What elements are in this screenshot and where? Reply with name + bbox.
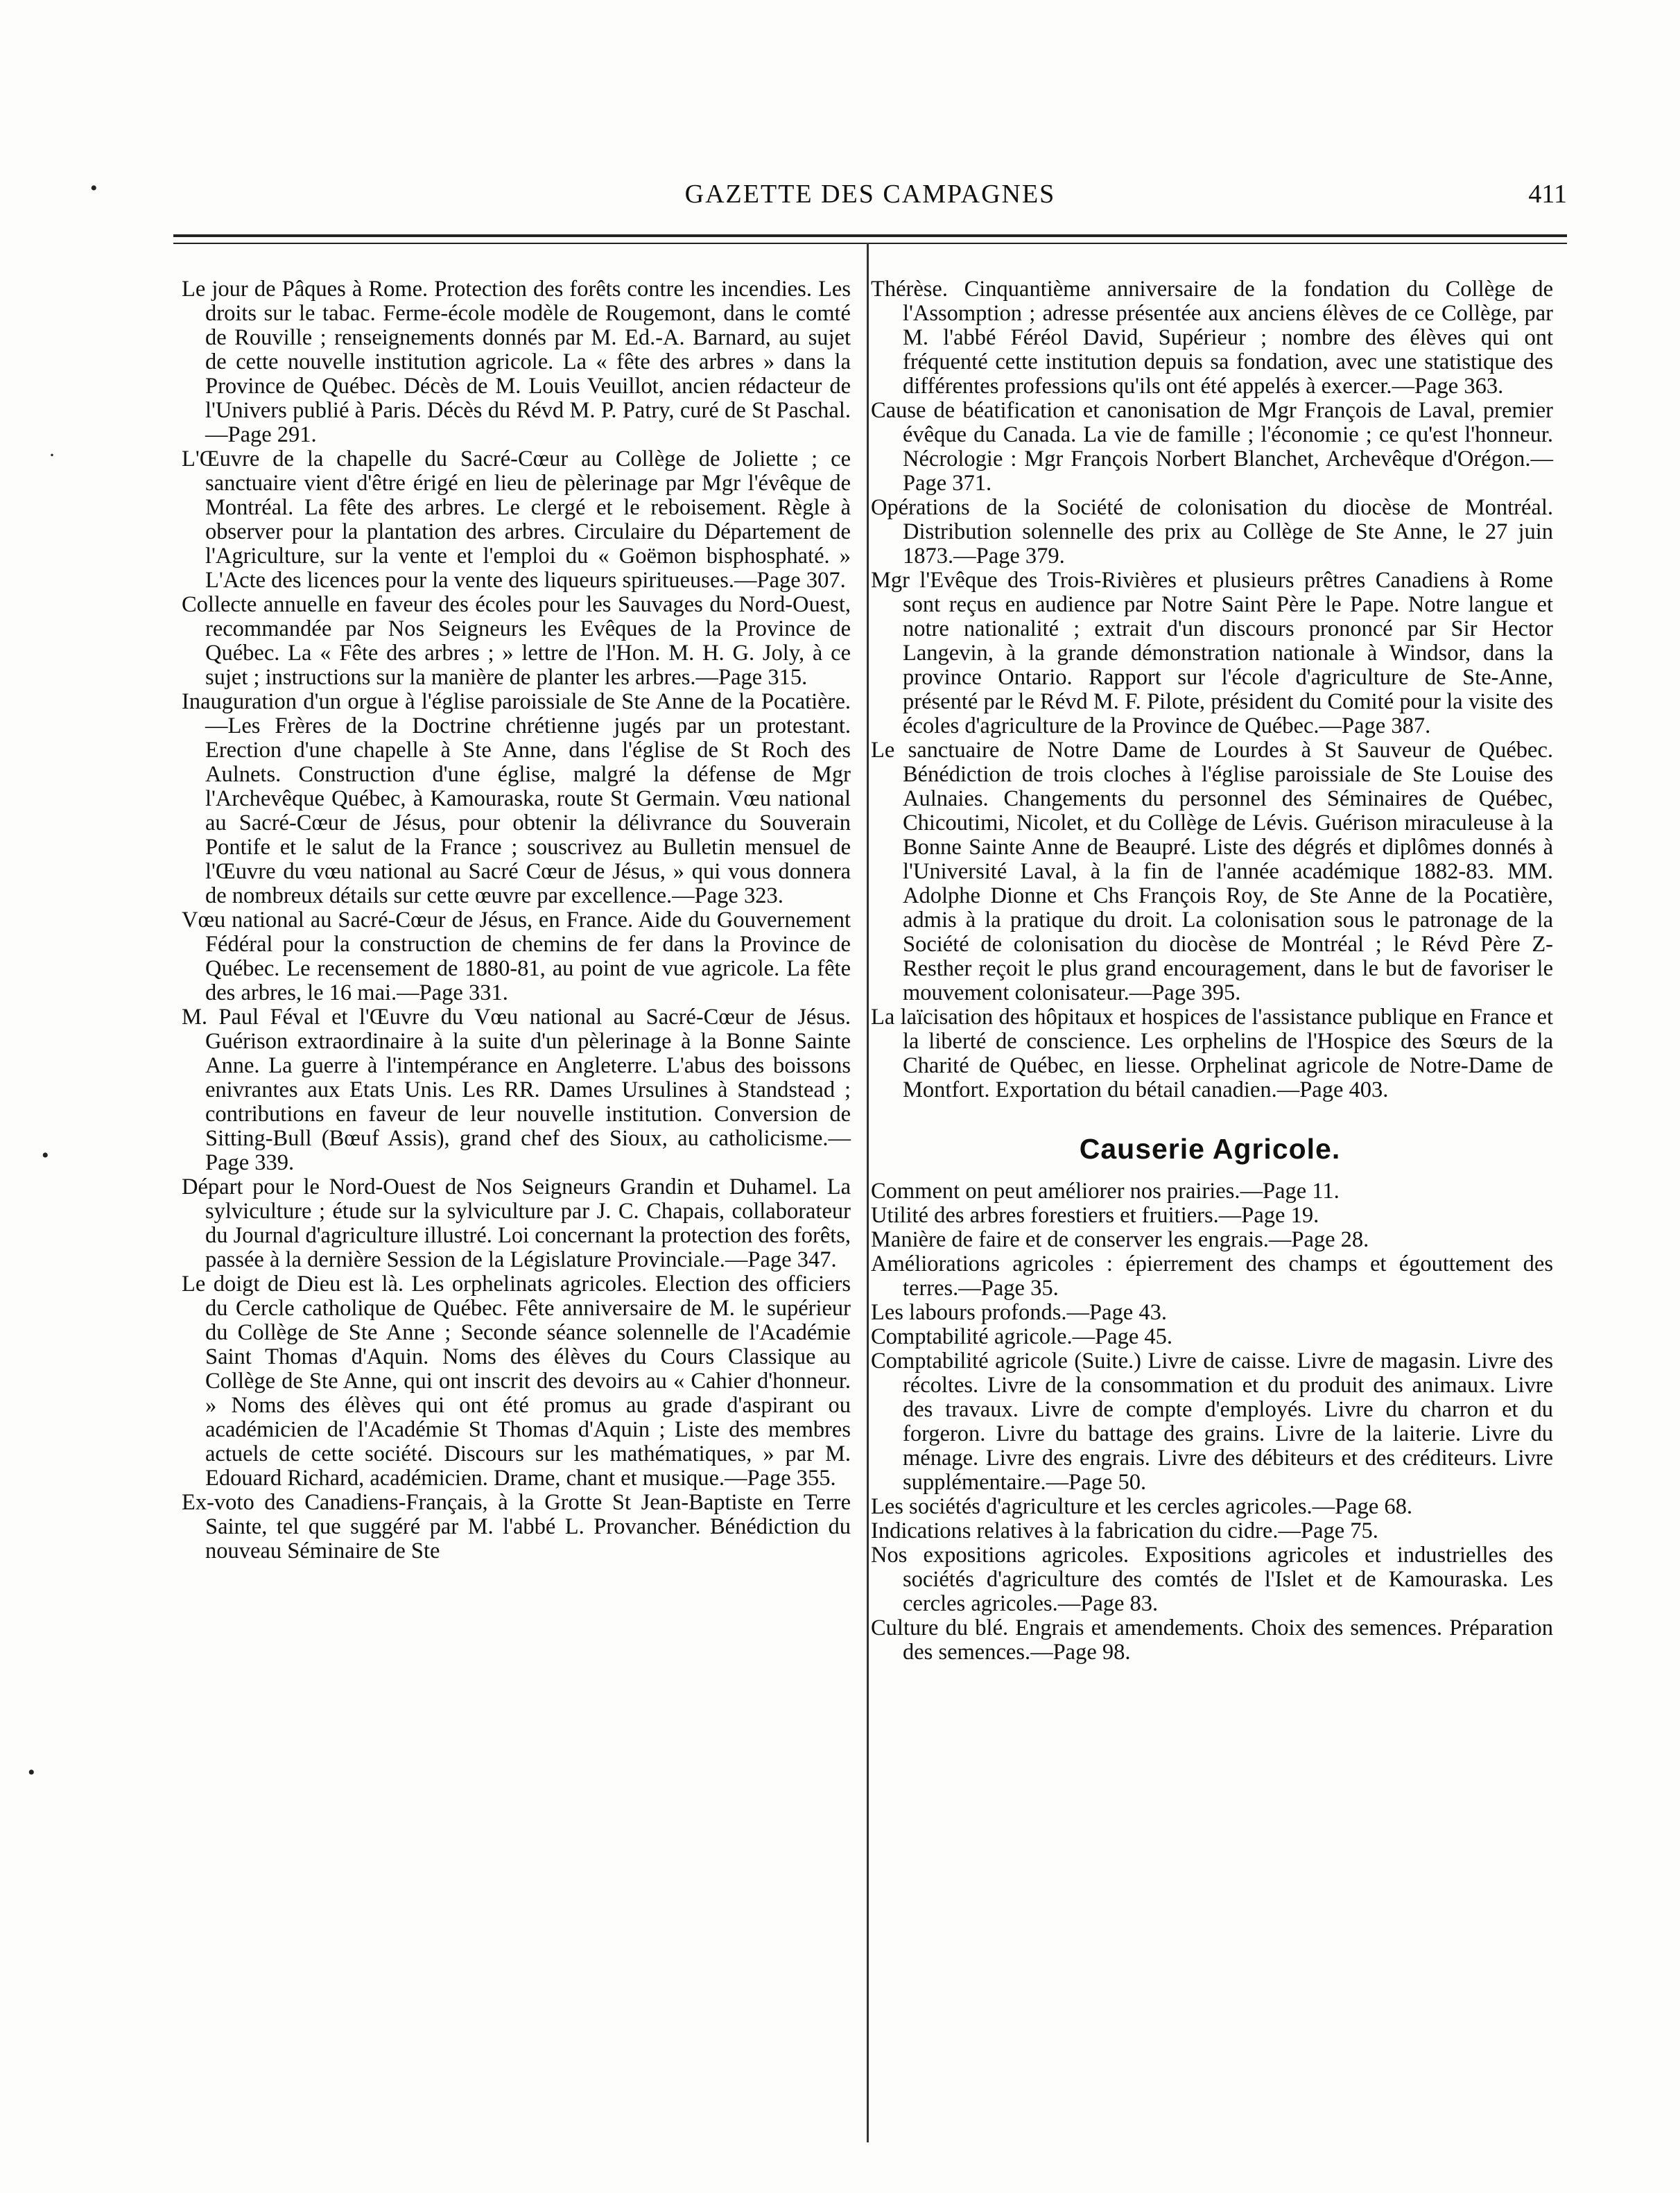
- causerie-entry: Nos expositions agricoles. Expositions agricoles et industrielles des sociétés d'agriculture des comtés de l'Islet et de Kamouraska. Les cercles agricoles.—Page 83.: [871, 1543, 1553, 1616]
- running-header: [173, 179, 1567, 214]
- header-rule-thick: [173, 234, 1567, 237]
- causerie-entry: Indications relatives à la fabrication du cidre.—Page 75.: [871, 1518, 1378, 1543]
- margin-mark: •: [28, 1761, 35, 1784]
- causerie-entry: Les sociétés d'agriculture et les cercles agricoles.—Page 68.: [871, 1494, 1413, 1519]
- causerie-entry: Utilité des arbres forestiers et fruitiers.—Page 19.: [871, 1203, 1319, 1228]
- index-entry: Collecte annuelle en faveur des écoles pour les Sauvages du Nord-Ouest, recommandée par Nos Seigneurs les Evêques de la Province de Québec. La « Fête des arbres ; » lettre de l'Hon. M. H. G. Joly, à ce sujet ; instructions sur la manière de planter les arbres.—Page 315.: [182, 592, 851, 690]
- index-entry: Départ pour le Nord-Ouest de Nos Seigneurs Grandin et Duhamel. La sylviculture ; étude sur la sylviculture par J. C. Chapais, collaborateur du Journal d'agriculture illustré. Loi concernant la protection des forêts, passée à la dernière Session de la Législature Provinciale.—Page 347.: [182, 1174, 851, 1272]
- causerie-entry: Les labours profonds.—Page 43.: [871, 1300, 1167, 1325]
- index-entry: Le sanctuaire de Notre Dame de Lourdes à St Sauveur de Québec. Bénédiction de trois cloches à l'église paroissiale de Ste Louise des Aulnaies. Changements du personnel des Séminaires de Québec, Chicoutimi, Nicolet, et du Collège de Lévis. Guérison miraculeuse à la Bonne Sainte Anne de Beaupré. Liste des dégrés et diplômes donnés à l'Université Laval, à la fin de l'année académique 1882-83. MM. Adolphe Dionne et Chs François Roy, de Ste Anne de la Pocatière, admis à la pratique du droit. La colonisation sous le patronage de la Société de colonisation du diocèse de Montréal ; le Révd Père Z-Resther reçoit le plus grand encouragement, dans le but de favoriser le mouvement colonisateur.—Page 395.: [871, 738, 1553, 1005]
- journal-title: GAZETTE DES CAMPAGNES: [684, 180, 1056, 209]
- page-number: 411: [1528, 180, 1567, 209]
- header-rule-thin: [173, 243, 1567, 244]
- causerie-entry: Culture du blé. Engrais et amendements. Choix des semences. Préparation des semences.—Page 98.: [871, 1615, 1553, 1665]
- index-entry: M. Paul Féval et l'Œuvre du Vœu national au Sacré-Cœur de Jésus. Guérison extraordinaire à la suite d'un pèlerinage à la Bonne Sainte Anne. La guerre à l'intempérance en Angleterre. L'abus des boissons enivrantes aux Etats Unis. Les RR. Dames Ursulines à Standstead ; contributions en faveur de leur nouvelle institution. Conversion de Sitting-Bull (Bœuf Assis), grand chef des Sioux, au catholicisme.—Page 339.: [182, 1005, 851, 1175]
- left-column: [182, 277, 851, 1563]
- margin-mark: •: [42, 1144, 49, 1167]
- index-entry: Ex-voto des Canadiens-Français, à la Grotte St Jean-Baptiste en Terre Sainte, tel que suggéré par M. l'abbé L. Provancher. Bénédiction du nouveau Séminaire de Ste: [182, 1490, 851, 1563]
- margin-mark: •: [90, 177, 98, 200]
- causerie-entry: Améliorations agricoles : épierrement des champs et égouttement des terres.—Page 35.: [871, 1251, 1553, 1301]
- index-entry: Inauguration d'un orgue à l'église paroissiale de Ste Anne de la Pocatière.—Les Frères de la Doctrine chrétienne jugés par un protestant. Erection d'une chapelle à Ste Anne, dans l'église de St Roch des Aulnets. Construction d'une église, malgré la défense de Mgr l'Archevêque Québec, à Kamouraska, route St Germain. Vœu national au Sacré-Cœur de Jésus, pour obtenir la délivrance du Souverain Pontife et le salut de la France ; souscrivez au Bulletin mensuel de l'Œuvre du vœu national au Sacré Cœur de Jésus, » qui vous donnera de nombreux détails sur cette œuvre par excellence.—Page 323.: [182, 689, 851, 908]
- index-entry: La laïcisation des hôpitaux et hospices de l'assistance publique en France et la liberté de conscience. Les orphelins de l'Hospice des Sœurs de la Charité de Québec, en liesse. Orphelinat agricole de Notre-Dame de Montfort. Exportation du bétail canadien.—Page 403.: [871, 1005, 1553, 1102]
- index-entry: Thérèse. Cinquantième anniversaire de la fondation du Collège de l'Assomption ; adresse présentée aux anciens élèves de ce Collège, par M. l'abbé Féréol David, Supérieur ; nombre des élèves qui ont fréquenté cette institution depuis sa fondation, avec une statistique des différentes professions qu'ils ont été appelés à exercer.—Page 363.: [871, 277, 1553, 399]
- causerie-entry: Comptabilité agricole (Suite.) Livre de caisse. Livre de magasin. Livre des récoltes. Livre de la consommation et du produit des animaux. Livre des travaux. Livre de compte d'employés. Livre du charron et du forgeron. Livre du battage des grains. Livre de la laiterie. Livre du ménage. Livre des engrais. Livre des débiteurs et des créditeurs. Livre supplémentaire.—Page 50.: [871, 1349, 1553, 1495]
- right-column: [867, 277, 1553, 1665]
- index-entry: Le doigt de Dieu est là. Les orphelinats agricoles. Election des officiers du Cercle catholique de Québec. Fête anniversaire de M. le supérieur du Collège de Ste Anne ; Seconde séance solennelle de l'Académie Saint Thomas d'Aquin. Noms des élèves du Cours Classique au Collège de Ste Anne, qui ont inscrit des devoirs au « Cahier d'honneur. » Noms des élèves qui ont été promus au grade d'aspirant ou académicien de l'Académie St Thomas d'Aquin ; Liste des membres actuels de cette société. Discours sur les mathématiques, » par M. Edouard Richard, académicien. Drame, chant et musique.—Page 355.: [182, 1272, 851, 1491]
- section-title: Causerie Agricole.: [1079, 1133, 1341, 1165]
- index-entry: L'Œuvre de la chapelle du Sacré-Cœur au Collège de Joliette ; ce sanctuaire vient d'être érigé en lieu de pèlerinage par Mgr l'évêque de Montréal. La fête des arbres. Le clergé et le reboisement. Règle à observer pour la plantation des arbres. Circulaire du Département de l'Agriculture, sur la vente et l'emploi du « Goëmon bisphosphaté. » L'Acte des licences pour la vente des liqueurs spiritueuses.—Page 307.: [182, 447, 851, 593]
- causerie-entry: Comment on peut améliorer nos prairies.—Page 11.: [871, 1179, 1340, 1204]
- index-entry: Opérations de la Société de colonisation du diocèse de Montréal. Distribution solennelle des prix au Collège de Ste Anne, le 27 juin 1873.—Page 379.: [871, 495, 1553, 569]
- index-entry: Vœu national au Sacré-Cœur de Jésus, en France. Aide du Gouvernement Fédéral pour la construction de chemins de fer dans la Province de Québec. Le recensement de 1880-81, au point de vue agricole. La fête des arbres, le 16 mai.—Page 331.: [182, 908, 851, 1005]
- causerie-entry: Comptabilité agricole.—Page 45.: [871, 1324, 1173, 1349]
- index-entry: Le jour de Pâques à Rome. Protection des forêts contre les incendies. Les droits sur le tabac. Ferme-école modèle de Rougemont, dans le comté de Rouville ; renseignements donnés par M. Ed.-A. Barnard, au sujet de cette nouvelle institution agricole. La « fête des arbres » dans la Province de Québec. Décès de M. Louis Veuillot, ancien rédacteur de l'Univers publié à Paris. Décès du Révd M. P. Patry, curé de St Paschal.—Page 291.: [182, 277, 851, 447]
- causerie-entry: Manière de faire et de conserver les engrais.—Page 28.: [871, 1227, 1369, 1252]
- index-entry: Mgr l'Evêque des Trois-Rivières et plusieurs prêtres Canadiens à Rome sont reçus en audience par Notre Saint Père le Pape. Notre langue et notre nationalité ; extrait d'un discours prononcé par Sir Hector Langevin, à la grande démonstration nationale à Windsor, dans la province Ontario. Rapport sur l'école d'agriculture de Ste-Anne, présenté par le Révd M. F. Pilote, président du Comité pour la visite des écoles d'agriculture de la Province de Québec.—Page 387.: [871, 568, 1553, 738]
- margin-mark: ·: [49, 444, 55, 467]
- index-entry: Cause de béatification et canonisation de Mgr François de Laval, premier évêque du Canada. La vie de famille ; l'économie ; ce qu'est l'honneur. Nécrologie : Mgr François Norbert Blanchet, Archevêque d'Orégon.—Page 371.: [871, 398, 1553, 496]
